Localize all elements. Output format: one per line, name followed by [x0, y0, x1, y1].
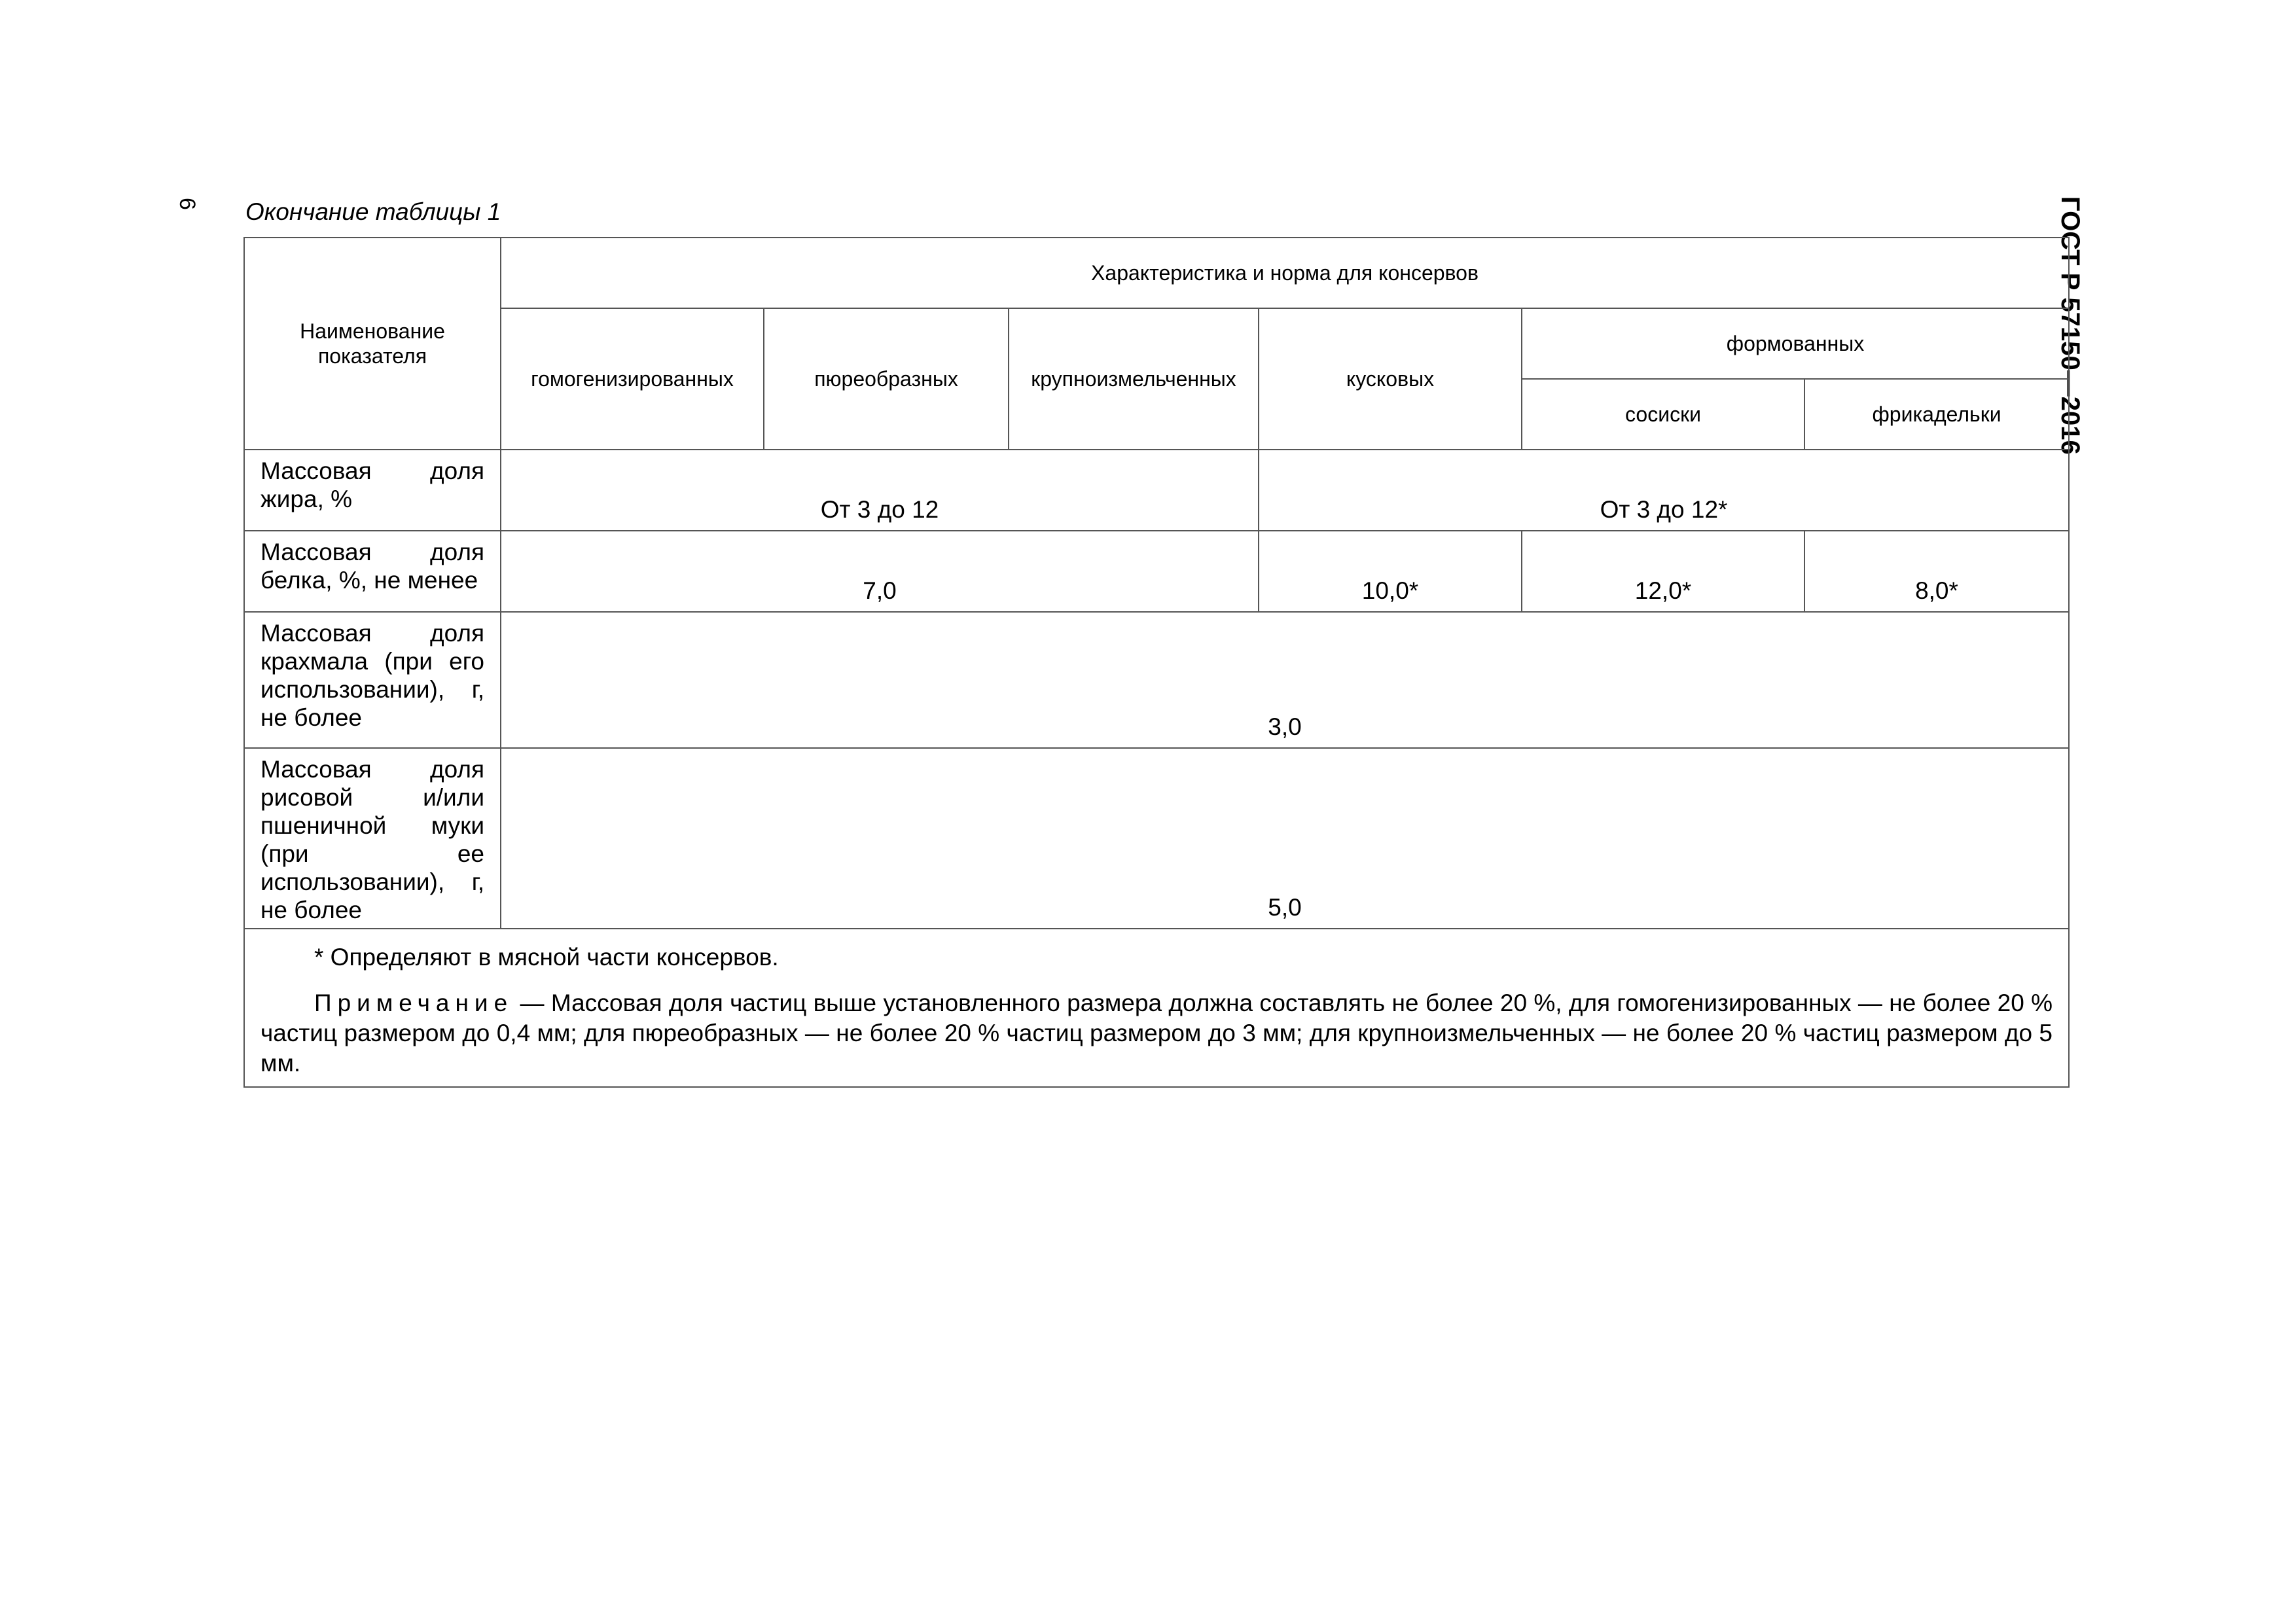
row-name-flour: Массовая доля рисовой и/или пшеничной муки (при ее использовании), г, не более: [244, 748, 501, 929]
header-sausages: сосиски: [1522, 379, 1804, 450]
note-label: Примечание: [314, 990, 514, 1016]
header-homogenized: гомогенизированных: [501, 308, 764, 450]
value-flour: 5,0: [501, 748, 2069, 929]
value-protein-1: 7,0: [501, 531, 1259, 612]
header-coarse: крупноизмельченных: [1009, 308, 1259, 450]
header-meatballs: фрикадельки: [1804, 379, 2069, 450]
table-row: [244, 748, 2069, 929]
header-indicator-name: Наименование показателя: [244, 238, 501, 450]
value-protein-2: 10,0*: [1259, 531, 1522, 612]
notes-row: [244, 929, 2069, 1087]
row-name-protein: Массовая доля белка, %, не менее: [244, 531, 501, 612]
notes-cell: [244, 929, 2069, 1087]
note-text: — Массовая доля частиц выше установленного размера должна составлять не более 20 %, для гомогенизированных — не более 20 % частиц размером до 0,4 мм; для пюреобразных — не более 20 % частиц размером до 3 мм; для крупноизмельченных — не более 20 % частиц размером до 5 мм.: [260, 990, 2053, 1077]
value-starch: 3,0: [501, 612, 2069, 748]
header-pieces: кусковых: [1259, 308, 1522, 450]
table-row: [244, 531, 2069, 612]
footnote: * Определяют в мясной части консервов.: [314, 944, 779, 971]
value-fat-1: От 3 до 12: [501, 450, 1259, 531]
row-name-fat: Массовая доля жира, %: [244, 450, 501, 531]
table-row: [244, 612, 2069, 748]
value-protein-4: 8,0*: [1804, 531, 2069, 612]
header-row-1: [244, 238, 2069, 308]
document-code: ГОСТ Р 57150—2016: [2056, 196, 2085, 455]
table-row: [244, 450, 2069, 531]
table-caption: Окончание таблицы 1: [245, 198, 501, 225]
page-number: 6: [174, 198, 200, 210]
value-fat-2: От 3 до 12*: [1259, 450, 2069, 531]
row-name-starch: Массовая доля крахмала (при его использовании), г, не более: [244, 612, 501, 748]
header-group-title: Характеристика и норма для консервов: [501, 238, 2069, 308]
header-puree: пюреобразных: [764, 308, 1009, 450]
standards-table: [243, 237, 2070, 1088]
note: [260, 988, 2053, 1079]
value-protein-3: 12,0*: [1522, 531, 1804, 612]
header-row-2: [244, 308, 2069, 379]
header-formed: формованных: [1522, 308, 2069, 379]
